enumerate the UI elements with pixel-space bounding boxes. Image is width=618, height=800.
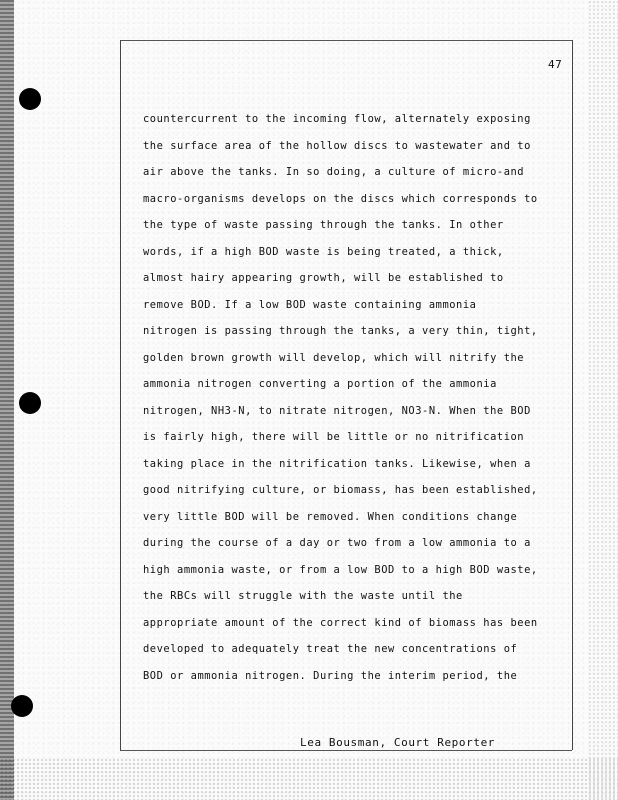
transcript-line: words, if a high BOD waste is being treated, a thick, [143,245,504,258]
page-border-bottom [120,750,572,751]
scan-bottom-edge [0,758,618,800]
page-number: 47 [548,58,563,71]
transcript-line: BOD or ammonia nitrogen. During the interim period, the [143,669,518,682]
court-reporter-signature: Lea Bousman, Court Reporter [300,736,496,749]
transcript-line: golden brown growth will develop, which will nitrify the [143,351,525,364]
transcript-line: is fairly high, there will be little or no nitrification [143,431,525,443]
transcript-line: nitrogen, NH3-N, to nitrate nitrogen, NO3-N. When the BOD [143,404,531,417]
punch-hole-bottom [11,695,33,717]
transcript-line: macro-organisms develops on the discs which corresponds to [143,192,538,205]
transcript-line: appropriate amount of the correct kind of biomass has been [143,616,538,629]
transcript-line: air above the tanks. In so doing, a culture of micro-and [143,166,525,178]
transcript-line: remove BOD. If a low BOD waste containing ammonia [143,298,477,311]
punch-hole-middle [19,392,41,414]
punch-hole-top [19,88,41,110]
scan-right-edge [588,0,618,800]
transcript-line: developed to adequately treat the new concentrations of [143,643,518,655]
page-border-left [120,40,121,750]
transcript-line: the surface area of the hollow discs to wastewater and to [143,139,531,152]
transcript-line: countercurrent to the incoming flow, alternately exposing [143,113,531,125]
transcript-body [143,106,583,689]
transcript-line: very little BOD will be removed. When conditions change [143,510,518,523]
page-border-top [120,40,572,41]
transcript-line: ammonia nitrogen converting a portion of the ammonia [143,378,497,390]
transcript-line: good nitrifying culture, or biomass, has been established, [143,484,538,496]
transcript-line: the RBCs will struggle with the waste until the [143,590,463,602]
transcript-line: high ammonia waste, or from a low BOD to a high BOD waste, [143,563,538,576]
transcript-line: during the course of a day or two from a low ammonia to a [143,537,531,549]
transcript-line: the type of waste passing through the tanks. In other [143,219,504,231]
transcript-line: nitrogen is passing through the tanks, a very thin, tight, [143,325,538,337]
transcript-line: almost hairy appearing growth, will be established to [143,272,504,284]
transcript-line: taking place in the nitrification tanks. Likewise, when a [143,457,531,470]
scan-left-edge [0,0,14,800]
